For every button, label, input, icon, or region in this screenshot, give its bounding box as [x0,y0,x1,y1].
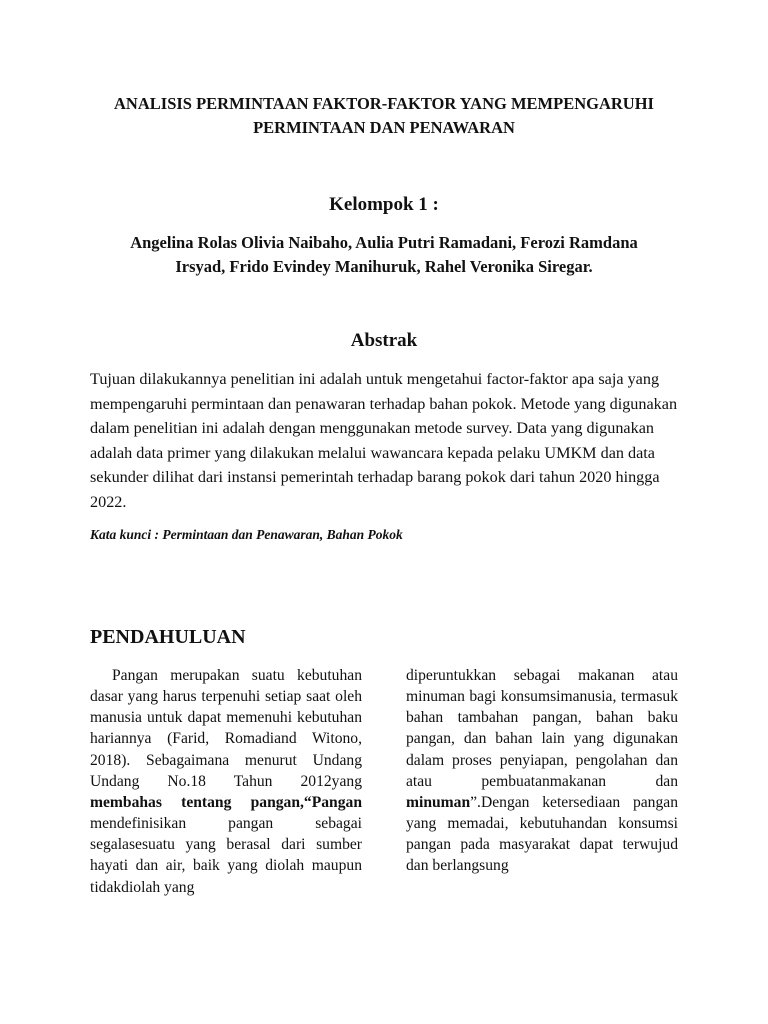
keywords: Kata kunci : Permintaan dan Penawaran, Bahan Pokok [90,527,403,542]
intro-right-bold-text: minuman [406,793,471,811]
abstract-heading: Abstrak [350,330,418,351]
author-list-line-1: Angelina Rolas Olivia Naibaho, Aulia Putri Ramadani, Ferozi Ramdana [130,233,638,252]
author-list [90,231,678,279]
intro-right-text: diperuntukkan sebagai makanan atau minuman bagi konsumsimanusia, termasuk bahan tambahan pangan, bahan baku pangan, dan bahan lain yang digunakan dalam proses penyiapan, pengolahan dan atau pembuatanmakanan dan [406,667,678,790]
intro-right-text-continued: ”.Dengan ketersediaan pangan yang memadai, kebutuhandan konsumsi pangan pada masyarakat dapat terwujud dan berlangsung [406,793,678,875]
section-heading-introduction: PENDAHULUAN [90,626,246,648]
intro-column-right [406,665,678,877]
intro-left-text-continued: mendefinisikan pangan sebagai segalasesuatu yang berasal dari sumber hayati dan air, baik yang diolah maupun tidakdiolah yang [90,815,362,896]
intro-left-bold-text: membahas tentang pangan,“Pangan [90,793,362,811]
paper-title-line-2: PERMINTAAN DAN PENAWARAN [253,118,515,137]
intro-column-left [90,665,362,898]
intro-left-text: Pangan merupakan suatu kebutuhan dasar yang harus terpenuhi setiap saat oleh manusia untuk dapat memenuhi kebutuhan hariannya (Farid, Romadiand Witono, 2018). Sebagaimana menurut Undang Undang No.18 Tahun 2012yang [90,667,362,790]
paper-title-line-1: ANALISIS PERMINTAAN FAKTOR-FAKTOR YANG MEMPENGARUHI [114,94,654,113]
author-list-line-2: Irsyad, Frido Evindey Manihuruk, Rahel Veronika Siregar. [175,257,593,276]
abstract-body: Tujuan dilakukannya penelitian ini adalah untuk mengetahui factor-faktor apa saja yang mempengaruhi permintaan dan penawaran terhadap bahan pokok. Metode yang digunakan dalam penelitian ini adalah dengan menggunakan metode survey. Data yang digunakan adalah data primer yang dilakukan melalui wawancara kepada pelaku UMKM dan data sekunder dilihat dari instansi pemerintah terhadap barang pokok dari tahun 2020 hingga 2022. [90,370,678,511]
paper-title [60,92,708,140]
group-label: Kelompok 1 : [329,194,439,215]
